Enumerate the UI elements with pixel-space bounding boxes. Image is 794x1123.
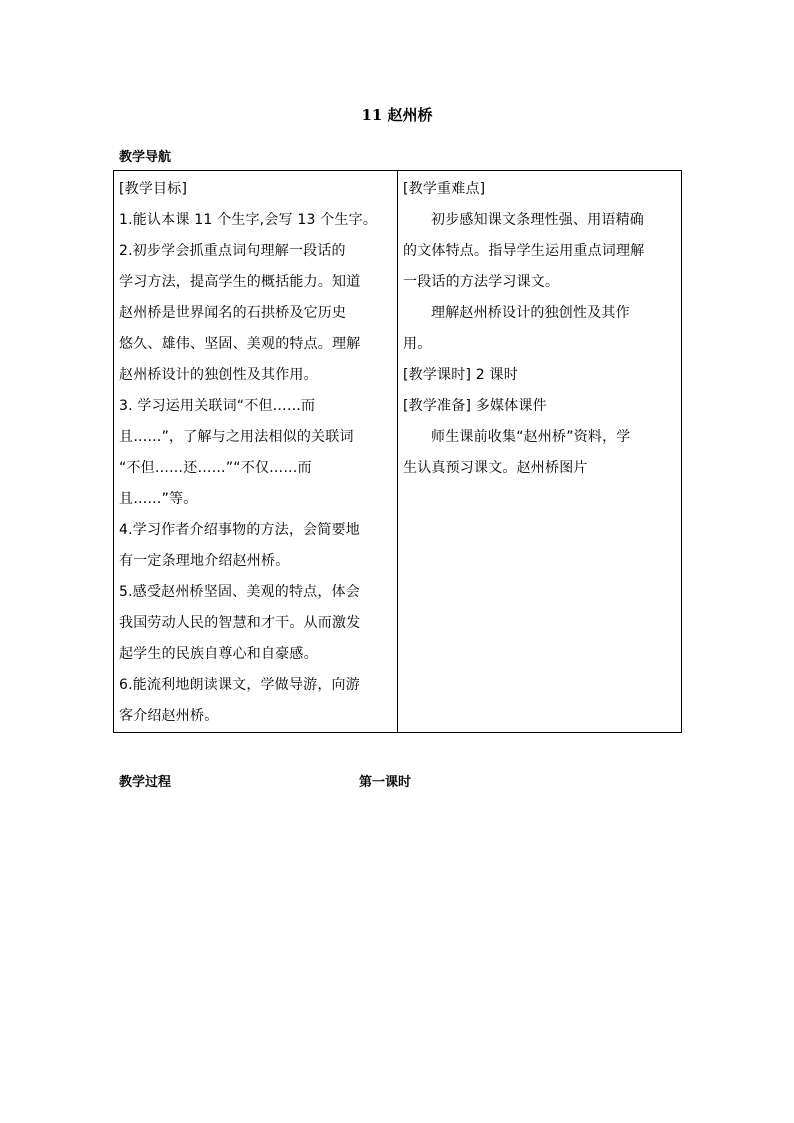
objective-line: 赵州桥设计的独创性及其作用。	[119, 367, 318, 383]
objective-line: 且……”等。	[119, 491, 198, 507]
teaching-guide-table	[113, 170, 682, 733]
teaching-process-label: 教学过程	[119, 775, 172, 790]
key-points-line: 初步感知课文条理性强、用语精确	[431, 212, 644, 228]
objective-line: 3. 学习运用关联词“不但……而	[119, 398, 316, 414]
objective-line: 我国劳动人民的智慧和才干。从而激发	[119, 615, 361, 631]
objective-line: 赵州桥是世界闻名的石拱桥及它历史	[119, 305, 347, 321]
objective-line: 悠久、雄伟、坚固、美观的特点。理解	[119, 336, 361, 352]
difficulty-line: 理解赵州桥设计的独创性及其作	[431, 305, 630, 321]
preparation-detail-line: 生认真预习课文。赵州桥图片	[403, 460, 588, 476]
objective-line: 1.能认本课 11 个生字,会写 13 个生字。	[119, 212, 378, 228]
objective-line: 客介绍赵州桥。	[119, 708, 219, 724]
document-title: 11 赵州桥	[361, 106, 433, 124]
key-points-line: 一段话的方法学习课文。	[403, 274, 560, 290]
objective-line: 学习方法，提高学生的概括能力。知道	[119, 274, 361, 290]
key-points-heading: [教学重难点]	[403, 181, 486, 197]
objective-line: 5.感受赵州桥坚固、美观的特点，体会	[119, 584, 360, 600]
objective-line: 且……”，了解与之用法相似的关联词	[119, 429, 354, 445]
preparation-detail-line: 师生课前收集“赵州桥”资料，学	[431, 429, 631, 445]
objective-line: 6.能流利地朗读课文，学做导游，向游	[119, 677, 360, 693]
class-hours-line: [教学课时] 2 课时	[403, 367, 518, 383]
preparation-line: [教学准备] 多媒体课件	[403, 398, 547, 414]
first-lesson-label: 第一课时	[359, 775, 412, 790]
objective-line: “不但……还……”“不仅……而	[119, 460, 312, 476]
key-points-line: 的文体特点。指导学生运用重点词理解	[403, 243, 645, 259]
key-points-cell	[398, 171, 682, 733]
objective-line: 4.学习作者介绍事物的方法，会简要地	[119, 522, 360, 538]
objective-line: 有一定条理地介绍赵州桥。	[119, 553, 290, 569]
objective-line: [教学目标]	[119, 181, 188, 197]
objective-line: 起学生的民族自尊心和自豪感。	[119, 646, 318, 662]
objective-line: 2.初步学会抓重点词句理解一段话的	[119, 243, 346, 259]
teaching-objectives-cell	[114, 171, 398, 733]
teaching-navigation-label: 教学导航	[119, 150, 172, 165]
difficulty-line: 用。	[403, 336, 432, 352]
